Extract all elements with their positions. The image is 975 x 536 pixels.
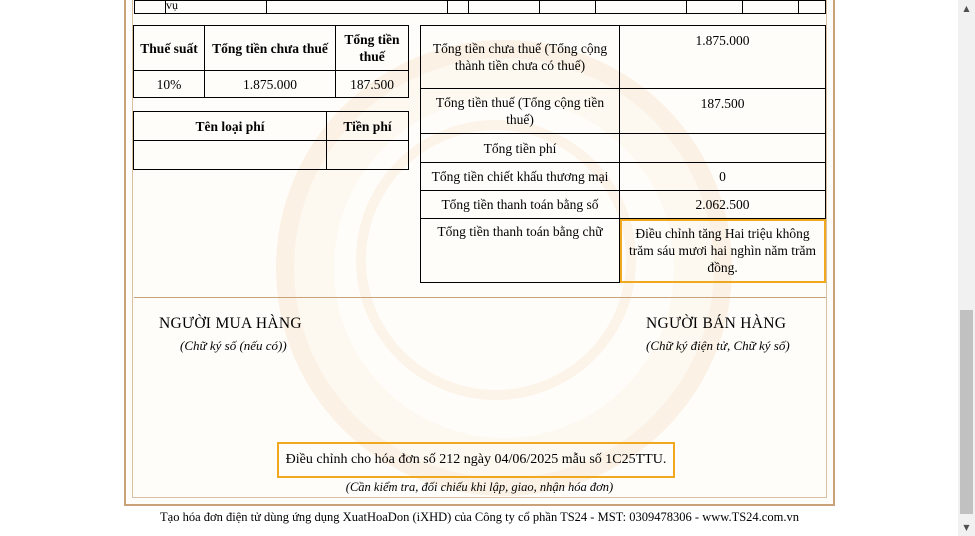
table-row [134, 71, 409, 98]
summary-value: 0 [620, 163, 826, 191]
amount-in-words: Điều chỉnh tăng Hai triệu không trăm sáu mươi hai nghìn năm trăm đồng. [620, 219, 826, 283]
buyer-signature-note: (Chữ ký số (nếu có)) [180, 338, 287, 353]
table-row [421, 191, 826, 219]
cell-pre-tax-total: 1.875.000 [205, 71, 336, 98]
table-row [421, 134, 826, 163]
scroll-thumb[interactable] [960, 310, 973, 514]
summary-value [620, 134, 826, 163]
table-row [135, 1, 826, 14]
summary-label: Tổng tiền chưa thuế (Tổng cộng thành tiền chưa có thuế) [421, 26, 620, 89]
cell-fee-amount [327, 141, 409, 170]
summary-value: 1.875.000 [620, 26, 826, 89]
scroll-down-icon[interactable]: ▼ [963, 523, 970, 532]
table-row [421, 89, 826, 134]
tax-rate-table [133, 25, 409, 98]
table-header-row [134, 26, 409, 71]
section-divider [134, 297, 826, 298]
vertical-scrollbar[interactable] [958, 0, 975, 536]
table-header-row [134, 112, 409, 141]
fee-table [133, 111, 409, 170]
header-fee-type: Tên loại phí [134, 112, 327, 141]
adjustment-note: Điều chỉnh cho hóa đơn số 212 ngày 04/06/2025 mẫu số 1C25TTU. [277, 442, 675, 478]
cell-tax-rate: 10% [134, 71, 205, 98]
summary-label: Tổng tiền chiết khấu thương mại [421, 163, 620, 191]
items-table-last-row [134, 0, 826, 14]
summary-table [420, 25, 826, 283]
table-row [134, 141, 409, 170]
check-note: (Cần kiểm tra, đối chiếu khi lập, giao, nhận hóa đơn) [345, 480, 614, 494]
summary-value: 2.062.500 [620, 191, 826, 219]
seller-title: NGƯỜI BÁN HÀNG [646, 315, 787, 332]
header-tax-total: Tổng tiền thuế [336, 26, 409, 71]
summary-label: Tổng tiền thanh toán bằng số [421, 191, 620, 219]
table-row [421, 163, 826, 191]
item-name-fragment: vụ [166, 1, 267, 14]
table-row [421, 26, 826, 89]
summary-value: 187.500 [620, 89, 826, 134]
scroll-up-icon[interactable]: ▲ [963, 4, 970, 13]
cell-tax-total: 187.500 [336, 71, 409, 98]
table-row [421, 219, 826, 283]
header-fee-amount: Tiền phí [327, 112, 409, 141]
summary-label: Tổng tiền thanh toán bằng chữ [421, 219, 620, 283]
buyer-title: NGƯỜI MUA HÀNG [159, 315, 302, 332]
summary-label: Tổng tiền phí [421, 134, 620, 163]
cell-fee-type [134, 141, 327, 170]
summary-label: Tổng tiền thuế (Tổng cộng tiền thuế) [421, 89, 620, 134]
header-tax-rate: Thuế suất [134, 26, 205, 71]
header-pre-tax-total: Tổng tiền chưa thuế [205, 26, 336, 71]
seller-signature-note: (Chữ ký điện tử, Chữ ký số) [646, 338, 790, 353]
footer-credit: Tạo hóa đơn điện tử dùng ứng dụng XuatHoaDon (iXHD) của Công ty cổ phần TS24 - MST: 0309478306 - www.TS24.com.vn [160, 510, 799, 524]
